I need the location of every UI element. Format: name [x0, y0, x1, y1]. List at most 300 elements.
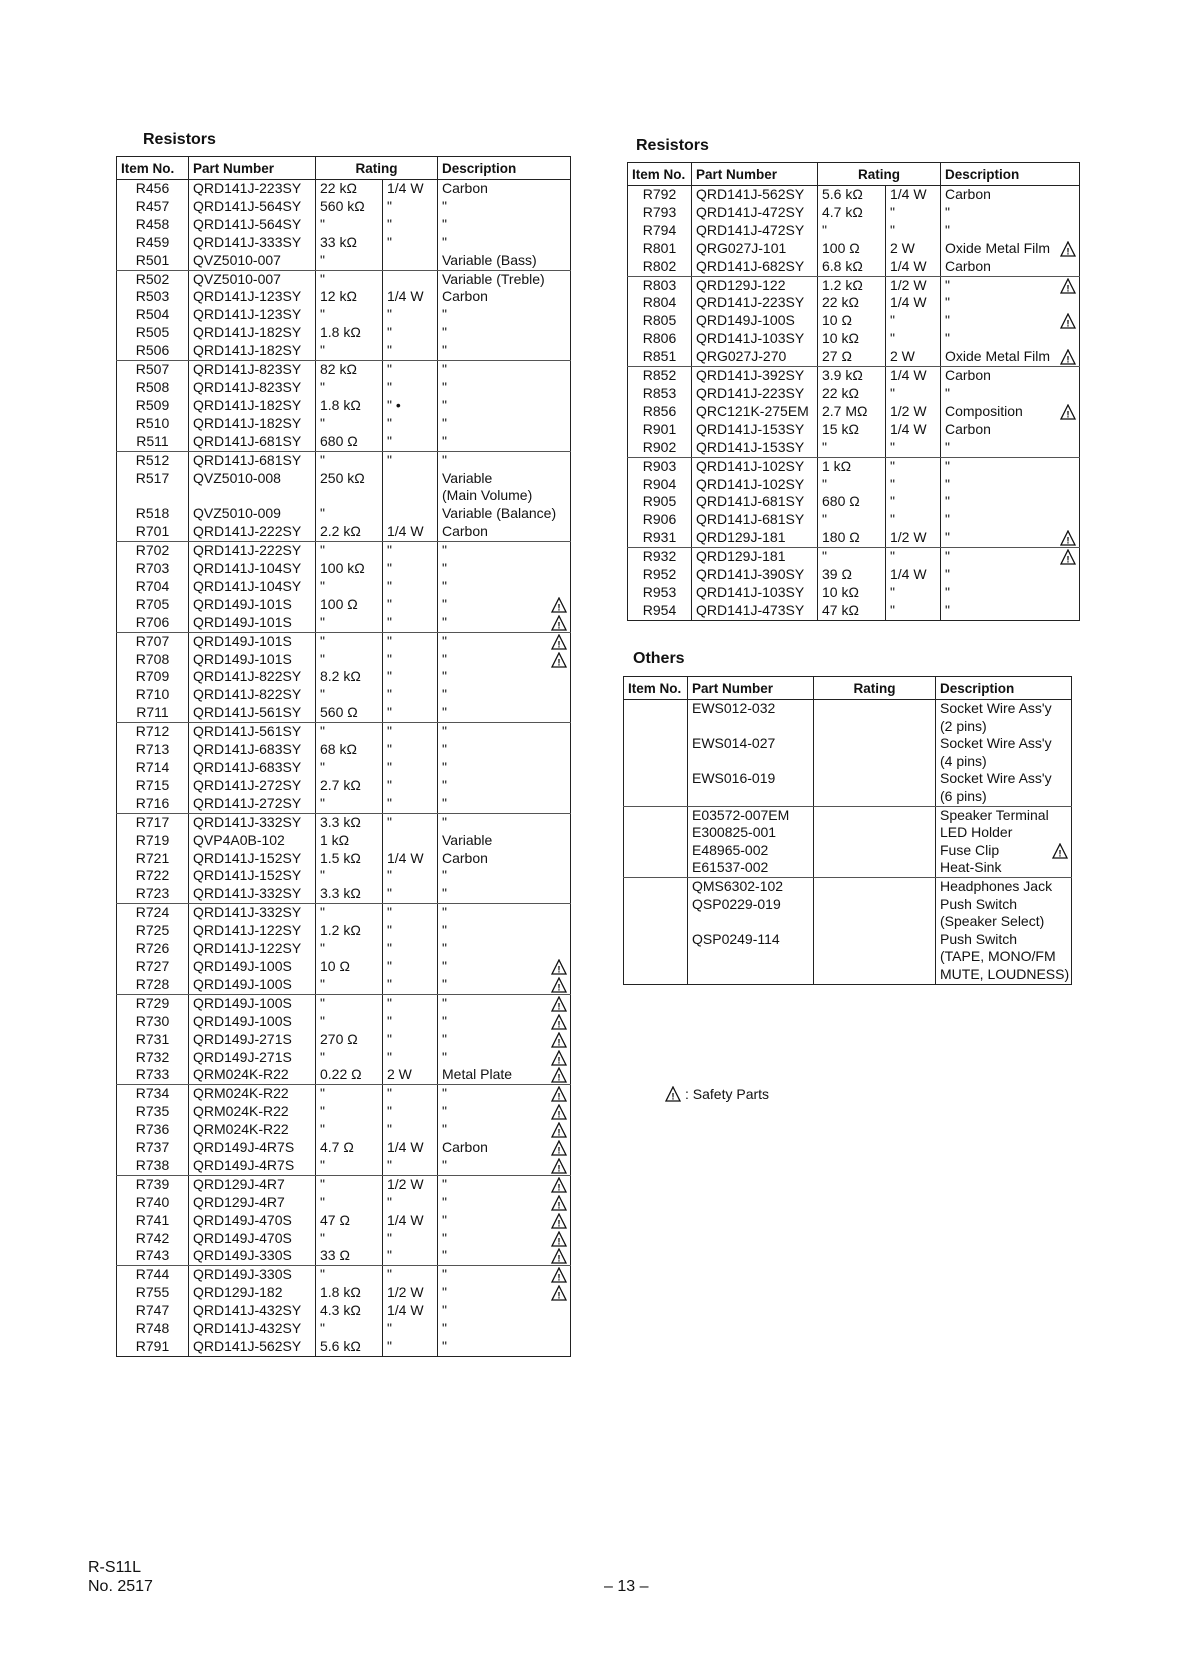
part-number — [692, 258, 818, 276]
rating-value-text: " — [320, 1121, 325, 1138]
rating-value — [316, 270, 383, 288]
table-row — [117, 686, 571, 704]
part-number — [688, 700, 814, 718]
description — [438, 180, 571, 198]
item-no-text: R501 — [135, 251, 170, 268]
item-no-text: R953 — [642, 583, 677, 600]
description — [941, 385, 1080, 403]
rating-watt-text: " — [387, 922, 392, 939]
item-no — [117, 306, 189, 324]
item-no — [624, 842, 688, 860]
rating-value — [818, 439, 886, 457]
part-number-text: QRD141J-473SY — [696, 601, 805, 618]
rating-watt-text: " — [387, 342, 392, 359]
description-text: " — [442, 396, 447, 413]
item-no — [117, 1212, 189, 1230]
item-no — [117, 288, 189, 306]
rating-watt-text: 1/2 W — [387, 1175, 424, 1192]
part-number-text: EWS016-019 — [692, 770, 776, 787]
table-row — [117, 270, 571, 288]
part-number — [189, 1302, 316, 1320]
table-row — [117, 180, 571, 198]
description-text: Carbon — [945, 257, 991, 274]
description — [438, 596, 571, 614]
description-text: " — [442, 1302, 447, 1319]
rating-value-text: 560 Ω — [320, 704, 358, 721]
part-number-text: QRD149J-100S — [193, 957, 292, 974]
warning-triangle-icon — [665, 1086, 681, 1102]
part-number-text: QRD141J-152SY — [193, 867, 302, 884]
part-number-text: QRD141J-823SY — [193, 378, 302, 395]
item-no-text: R747 — [135, 1302, 170, 1319]
warning-triangle-icon — [551, 1177, 567, 1193]
item-no — [117, 922, 189, 940]
rating-watt — [886, 421, 941, 439]
rating-watt-text: " — [387, 324, 392, 341]
rating-value-text: " — [320, 1012, 325, 1029]
item-no-text: R502 — [135, 270, 170, 287]
item-no-text: R851 — [642, 348, 677, 365]
description — [438, 397, 571, 415]
item-no-text: R732 — [135, 1048, 170, 1065]
table-row — [117, 578, 571, 596]
description-text: " — [442, 215, 447, 232]
rating-value — [316, 560, 383, 578]
rating-value — [818, 529, 886, 547]
table-row — [628, 330, 1080, 348]
description — [438, 614, 571, 632]
part-number — [189, 198, 316, 216]
part-number-text: QRD141J-682SY — [696, 257, 805, 274]
table-row — [624, 966, 1072, 984]
svg-text:!: ! — [557, 639, 561, 650]
rating-watt-text: " — [387, 197, 392, 214]
rating-watt — [383, 904, 438, 922]
rating-value — [316, 1302, 383, 1320]
description — [438, 578, 571, 596]
rating-value — [316, 451, 383, 469]
item-no — [117, 542, 189, 560]
rating-value — [814, 877, 936, 895]
item-no-text: R792 — [642, 186, 677, 202]
rating-value — [316, 741, 383, 759]
table-row — [117, 651, 571, 669]
item-no-text: R740 — [135, 1193, 170, 1210]
table-row — [117, 668, 571, 686]
rating-watt-text: " — [387, 1156, 392, 1173]
item-no — [624, 806, 688, 824]
item-no-text: R741 — [135, 1211, 170, 1228]
col-part: Part Number — [692, 163, 818, 186]
rating-watt — [886, 476, 941, 494]
part-number-text: QRD141J-222SY — [193, 542, 302, 559]
svg-text:!: ! — [557, 982, 561, 993]
item-no — [628, 584, 692, 602]
description-text: Carbon — [442, 523, 488, 540]
rating-value — [316, 704, 383, 722]
item-no-text: R704 — [135, 577, 170, 594]
rating-watt — [886, 222, 941, 240]
item-no-text: R711 — [136, 704, 169, 721]
rating-value — [316, 1121, 383, 1139]
rating-value — [818, 222, 886, 240]
part-number-text: QRD141J-104SY — [193, 560, 302, 577]
table-row — [117, 252, 571, 270]
rating-watt-text: " — [387, 776, 392, 793]
part-number — [189, 686, 316, 704]
rating-value-text: 8.2 kΩ — [320, 668, 361, 685]
item-no — [117, 813, 189, 831]
description-text: " — [442, 342, 447, 359]
rating-value — [818, 294, 886, 312]
item-no — [117, 832, 189, 850]
part-number-text: QRD129J-181 — [696, 548, 786, 565]
part-number — [692, 584, 818, 602]
table-row — [117, 1266, 571, 1284]
svg-text:!: ! — [557, 1145, 561, 1156]
warning-triangle-icon — [551, 959, 567, 975]
part-number-text: QMS6302-102 — [692, 877, 784, 894]
part-number — [692, 548, 818, 566]
description-text: " — [442, 686, 447, 703]
rating-watt-text: " — [890, 583, 895, 600]
rating-value-text: " — [320, 632, 325, 649]
description-text: Carbon — [442, 180, 488, 196]
description — [941, 421, 1080, 439]
item-no — [117, 560, 189, 578]
rating-value-text: 1.8 kΩ — [320, 1284, 361, 1301]
rating-watt — [383, 1157, 438, 1175]
table-row — [117, 777, 571, 795]
part-number — [688, 948, 814, 966]
item-no-text: R853 — [642, 384, 677, 401]
description-text: Variable (Treble) — [442, 270, 545, 287]
table-row — [117, 704, 571, 722]
rating-value-text: " — [320, 1320, 325, 1337]
item-no-text: R705 — [135, 595, 170, 612]
rating-value — [316, 795, 383, 813]
table-row — [624, 877, 1072, 895]
warning-triangle-icon — [551, 1014, 567, 1030]
rating-value-text: " — [822, 511, 827, 528]
description — [438, 1302, 571, 1320]
rating-value — [316, 1284, 383, 1302]
rating-value — [818, 312, 886, 330]
item-no — [628, 258, 692, 276]
part-number — [189, 180, 316, 198]
item-no-text: R512 — [135, 451, 170, 468]
table-row — [117, 198, 571, 216]
rating-watt-text: " — [387, 650, 392, 667]
rating-value-text: 33 kΩ — [320, 233, 357, 250]
warning-triangle-icon — [551, 1122, 567, 1138]
description — [936, 753, 1072, 771]
part-number — [189, 523, 316, 541]
item-no — [117, 741, 189, 759]
rating-watt-text: " — [890, 493, 895, 510]
rating-watt-text: 2 W — [890, 348, 915, 365]
item-no — [117, 976, 189, 994]
table-row — [628, 222, 1080, 240]
description — [438, 741, 571, 759]
rating-value — [814, 931, 936, 949]
description — [438, 1085, 571, 1103]
part-number — [189, 1121, 316, 1139]
col-desc: Description — [438, 157, 571, 180]
rating-watt — [886, 367, 941, 385]
rating-value-text: 10 Ω — [320, 957, 350, 974]
table-row — [117, 470, 571, 488]
item-no-text: R713 — [135, 741, 170, 758]
description — [941, 584, 1080, 602]
part-number — [692, 330, 818, 348]
rating-watt — [383, 1320, 438, 1338]
description — [941, 566, 1080, 584]
rating-value — [818, 240, 886, 258]
item-no — [628, 385, 692, 403]
item-no — [117, 1338, 189, 1356]
description-text: Carbon — [442, 849, 488, 866]
part-number — [692, 312, 818, 330]
part-number-text: QRD149J-101S — [193, 632, 292, 649]
part-number-text: QRD141J-223SY — [696, 294, 805, 311]
rating-value — [316, 397, 383, 415]
rating-value-text: " — [320, 994, 325, 1011]
part-number — [189, 397, 316, 415]
description — [438, 668, 571, 686]
rating-value — [316, 542, 383, 560]
description-text: " — [442, 794, 447, 811]
rating-watt — [886, 511, 941, 529]
part-number — [189, 867, 316, 885]
rating-value-text: " — [320, 613, 325, 630]
description-text: " — [945, 438, 950, 455]
description-text: MUTE, LOUDNESS) — [940, 965, 1070, 982]
part-number-text: QRD149J-100S — [193, 994, 292, 1011]
item-no — [117, 632, 189, 650]
part-number-text: QRD141J-683SY — [193, 741, 302, 758]
rating-value — [316, 832, 383, 850]
rating-value — [316, 234, 383, 252]
table-row — [628, 204, 1080, 222]
table-row — [117, 415, 571, 433]
table-row — [117, 288, 571, 306]
table-row — [117, 1031, 571, 1049]
part-number-text: E300825-001 — [692, 824, 777, 841]
warning-triangle-icon — [1060, 313, 1076, 329]
part-number-text: QVZ5010-007 — [193, 251, 281, 268]
description — [438, 451, 571, 469]
table-row — [117, 1049, 571, 1067]
part-number-text: QVZ5010-008 — [193, 469, 281, 486]
item-no-text: R791 — [135, 1338, 170, 1354]
rating-value — [818, 403, 886, 421]
rating-watt — [383, 1194, 438, 1212]
rating-value-text: 5.6 kΩ — [320, 1338, 361, 1354]
part-number-text: QRD141J-223SY — [193, 180, 302, 196]
item-no-text: R793 — [642, 203, 677, 220]
table-row — [117, 1085, 571, 1103]
part-number-text: E03572-007EM — [692, 806, 790, 823]
part-number — [189, 976, 316, 994]
table-row — [117, 397, 571, 415]
item-no — [117, 795, 189, 813]
rating-watt — [383, 560, 438, 578]
table-row — [117, 505, 571, 523]
rating-value-text: " — [320, 904, 325, 921]
rating-watt-text: " — [387, 904, 392, 921]
rating-watt — [383, 252, 438, 270]
description — [438, 1230, 571, 1248]
description-text: " — [442, 1284, 447, 1301]
table-row — [117, 1103, 571, 1121]
svg-text:!: ! — [557, 1019, 561, 1030]
rating-value-text: " — [320, 1229, 325, 1246]
description-text: Socket Wire Ass'y — [940, 700, 1052, 716]
description — [438, 523, 571, 541]
table-row — [628, 348, 1080, 366]
part-number — [692, 186, 818, 204]
part-number — [692, 511, 818, 529]
table-row — [624, 788, 1072, 806]
description-text: Variable (Bass) — [442, 251, 537, 268]
description — [438, 777, 571, 795]
description — [941, 348, 1080, 366]
description-text: " — [442, 595, 447, 612]
part-number-text: QRD141J-562SY — [696, 186, 805, 202]
description — [936, 842, 1072, 860]
rating-value-text: " — [320, 251, 325, 268]
description — [936, 700, 1072, 718]
rating-value-text: " — [320, 342, 325, 359]
description-text: Variable (Balance) — [442, 505, 557, 522]
item-no — [117, 1049, 189, 1067]
description-text: " — [442, 1193, 447, 1210]
part-number — [189, 922, 316, 940]
part-number-text: QRD141J-102SY — [696, 457, 805, 474]
description-text: " — [442, 994, 447, 1011]
description-text: (TAPE, MONO/FM — [940, 948, 1056, 965]
part-number — [189, 940, 316, 958]
item-no — [117, 1121, 189, 1139]
rating-value — [316, 505, 383, 523]
warning-triangle-icon — [551, 1231, 567, 1247]
rating-watt — [383, 216, 438, 234]
item-no-text: R712 — [135, 723, 170, 740]
description-text: " — [442, 451, 447, 468]
item-no — [117, 614, 189, 632]
part-number-text: QRD141J-564SY — [193, 215, 302, 232]
rating-value — [316, 1194, 383, 1212]
svg-text:!: ! — [557, 657, 561, 668]
item-no-text: R703 — [135, 560, 170, 577]
rating-watt-text: " — [890, 548, 895, 565]
rating-value — [814, 806, 936, 824]
svg-text:!: ! — [557, 1200, 561, 1211]
part-number-text: QRD149J-4R7S — [193, 1139, 295, 1156]
rating-value — [316, 759, 383, 777]
rating-value-text: 1.5 kΩ — [320, 849, 361, 866]
rating-value — [316, 1013, 383, 1031]
description — [936, 735, 1072, 753]
rating-watt-text: " — [890, 384, 895, 401]
part-number — [189, 433, 316, 451]
item-no-text: R507 — [135, 361, 170, 378]
description-text: " — [945, 276, 950, 293]
table-row — [117, 940, 571, 958]
description-text: " — [442, 632, 447, 649]
part-number — [189, 505, 316, 523]
safety-legend — [665, 1086, 769, 1102]
item-no — [628, 330, 692, 348]
item-no — [628, 511, 692, 529]
item-no-text: R726 — [135, 940, 170, 957]
description-text: Carbon — [442, 1139, 488, 1156]
item-no — [628, 294, 692, 312]
rating-value — [316, 1031, 383, 1049]
item-no — [628, 186, 692, 204]
item-no-text: R736 — [135, 1121, 170, 1138]
table-row — [624, 735, 1072, 753]
item-no-text: R702 — [135, 542, 170, 559]
part-number-text: QRD141J-823SY — [193, 361, 302, 378]
col-rating: Rating — [818, 163, 941, 186]
description — [438, 759, 571, 777]
table-row — [628, 511, 1080, 529]
rating-watt-text: 1/4 W — [890, 257, 927, 274]
part-number-text: QRD149J-271S — [193, 1048, 292, 1065]
warning-triangle-icon — [551, 1032, 567, 1048]
item-no-text: R729 — [135, 994, 170, 1011]
description — [438, 198, 571, 216]
table-row — [117, 976, 571, 994]
item-no-text: R506 — [135, 342, 170, 359]
table-row — [117, 1121, 571, 1139]
item-no — [628, 204, 692, 222]
description-text: " — [442, 197, 447, 214]
item-no-text: R805 — [642, 312, 677, 329]
description-text: " — [945, 294, 950, 311]
item-no-text: R707 — [135, 632, 170, 649]
rating-watt — [383, 1266, 438, 1284]
description — [438, 270, 571, 288]
description-text: Metal Plate — [442, 1066, 513, 1083]
description — [438, 632, 571, 650]
description-text: Carbon — [945, 420, 991, 437]
item-no-text: R504 — [135, 306, 170, 323]
rating-watt — [383, 306, 438, 324]
part-number — [692, 566, 818, 584]
rating-value — [316, 1230, 383, 1248]
description-text: " — [442, 233, 447, 250]
item-no-text: R719 — [135, 831, 170, 848]
table-row — [117, 1247, 571, 1265]
part-number — [189, 270, 316, 288]
part-number-text: QRD141J-123SY — [193, 306, 302, 323]
rating-value-text: 27 Ω — [822, 348, 852, 365]
rating-watt-text: " — [387, 1030, 392, 1047]
rating-watt-text: " — [387, 885, 392, 902]
rating-watt-text: 1/2 W — [890, 529, 927, 546]
item-no — [624, 735, 688, 753]
description-text: (6 pins) — [940, 787, 987, 804]
svg-text:!: ! — [1066, 283, 1070, 294]
item-no — [628, 529, 692, 547]
rating-watt — [383, 270, 438, 288]
rating-watt — [383, 1103, 438, 1121]
rating-watt-text: " — [387, 1012, 392, 1029]
part-number-text: QRD141J-332SY — [193, 904, 302, 921]
